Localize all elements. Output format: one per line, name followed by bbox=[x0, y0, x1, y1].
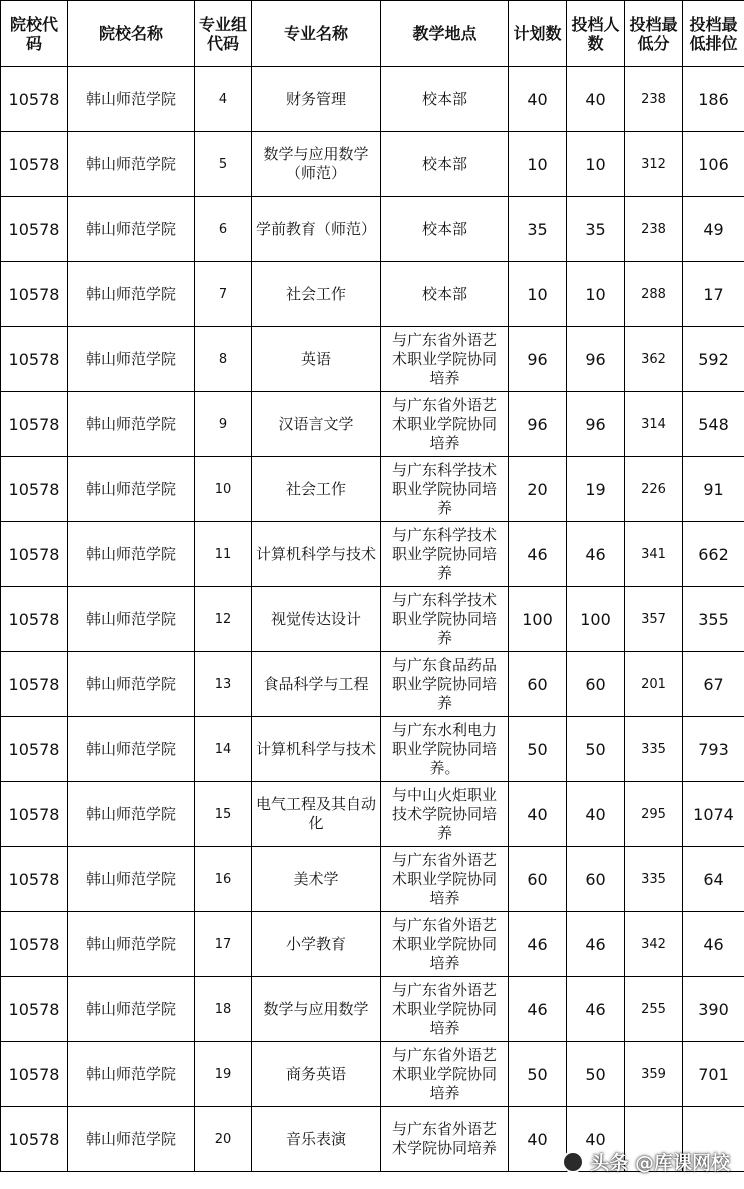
cell-school-name: 韩山师范学院 bbox=[68, 977, 195, 1042]
cell-group-code: 14 bbox=[195, 717, 252, 782]
cell-plan-count: 35 bbox=[509, 197, 567, 262]
cell-min-score: 359 bbox=[625, 1042, 683, 1107]
cell-major-name: 视觉传达设计 bbox=[252, 587, 381, 652]
cell-admitted-count: 100 bbox=[567, 587, 625, 652]
cell-teaching-location: 校本部 bbox=[381, 132, 509, 197]
cell-group-code: 10 bbox=[195, 457, 252, 522]
cell-group-code: 4 bbox=[195, 67, 252, 132]
cell-plan-count: 10 bbox=[509, 132, 567, 197]
cell-plan-count: 46 bbox=[509, 522, 567, 587]
cell-plan-count: 96 bbox=[509, 392, 567, 457]
cell-min-rank: 793 bbox=[683, 717, 744, 782]
cell-plan-count: 46 bbox=[509, 912, 567, 977]
cell-school-code: 10578 bbox=[1, 392, 68, 457]
header-min-score: 投档最低分 bbox=[625, 1, 683, 67]
cell-school-code: 10578 bbox=[1, 977, 68, 1042]
cell-major-name: 音乐表演 bbox=[252, 1107, 381, 1172]
cell-min-rank: 91 bbox=[683, 457, 744, 522]
cell-school-name: 韩山师范学院 bbox=[68, 327, 195, 392]
cell-school-code: 10578 bbox=[1, 912, 68, 977]
table-row bbox=[1, 392, 744, 457]
cell-school-name: 韩山师范学院 bbox=[68, 132, 195, 197]
cell-min-rank: 64 bbox=[683, 847, 744, 912]
cell-plan-count: 50 bbox=[509, 1042, 567, 1107]
cell-school-name: 韩山师范学院 bbox=[68, 652, 195, 717]
cell-admitted-count: 46 bbox=[567, 977, 625, 1042]
table-row bbox=[1, 262, 744, 327]
cell-teaching-location: 与广东科学技术职业学院协同培养 bbox=[381, 587, 509, 652]
cell-plan-count: 40 bbox=[509, 1107, 567, 1172]
cell-min-score: 342 bbox=[625, 912, 683, 977]
cell-major-name: 汉语言文学 bbox=[252, 392, 381, 457]
cell-admitted-count: 60 bbox=[567, 847, 625, 912]
cell-school-code: 10578 bbox=[1, 847, 68, 912]
header-teaching-location: 教学地点 bbox=[381, 1, 509, 67]
cell-min-score: 335 bbox=[625, 847, 683, 912]
cell-teaching-location: 与广东省外语艺术职业学院协同培养 bbox=[381, 977, 509, 1042]
cell-min-rank: 49 bbox=[683, 197, 744, 262]
cell-major-name: 小学教育 bbox=[252, 912, 381, 977]
cell-major-name: 商务英语 bbox=[252, 1042, 381, 1107]
cell-school-code: 10578 bbox=[1, 1042, 68, 1107]
cell-teaching-location: 与广东省外语艺术职业学院协同培养 bbox=[381, 392, 509, 457]
cell-major-name: 社会工作 bbox=[252, 262, 381, 327]
cell-group-code: 11 bbox=[195, 522, 252, 587]
cell-min-score: 314 bbox=[625, 392, 683, 457]
cell-min-rank: 67 bbox=[683, 652, 744, 717]
cell-min-score: 255 bbox=[625, 977, 683, 1042]
cell-teaching-location: 与广东省外语艺术职业学院协同培养 bbox=[381, 1042, 509, 1107]
table-row bbox=[1, 652, 744, 717]
cell-school-name: 韩山师范学院 bbox=[68, 67, 195, 132]
cell-school-name: 韩山师范学院 bbox=[68, 782, 195, 847]
cell-major-name: 美术学 bbox=[252, 847, 381, 912]
cell-teaching-location: 与广东水利电力职业学院协同培养。 bbox=[381, 717, 509, 782]
cell-teaching-location: 与广东省外语艺术职业学院协同培养 bbox=[381, 327, 509, 392]
cell-group-code: 9 bbox=[195, 392, 252, 457]
cell-min-rank: 46 bbox=[683, 912, 744, 977]
cell-group-code: 20 bbox=[195, 1107, 252, 1172]
cell-group-code: 5 bbox=[195, 132, 252, 197]
cell-min-rank: 186 bbox=[683, 67, 744, 132]
cell-min-rank: 548 bbox=[683, 392, 744, 457]
cell-teaching-location: 校本部 bbox=[381, 197, 509, 262]
cell-min-rank: 701 bbox=[683, 1042, 744, 1107]
cell-min-score: 288 bbox=[625, 262, 683, 327]
cell-major-name: 学前教育（师范） bbox=[252, 197, 381, 262]
table-row bbox=[1, 847, 744, 912]
header-min-rank: 投档最低排位 bbox=[683, 1, 744, 67]
table-header-row bbox=[1, 1, 744, 67]
cell-major-name: 计算机科学与技术 bbox=[252, 717, 381, 782]
cell-school-code: 10578 bbox=[1, 327, 68, 392]
cell-group-code: 17 bbox=[195, 912, 252, 977]
cell-school-code: 10578 bbox=[1, 197, 68, 262]
cell-min-score: 201 bbox=[625, 652, 683, 717]
table-row bbox=[1, 782, 744, 847]
cell-group-code: 12 bbox=[195, 587, 252, 652]
cell-min-score: 362 bbox=[625, 327, 683, 392]
cell-school-name: 韩山师范学院 bbox=[68, 392, 195, 457]
cell-school-name: 韩山师范学院 bbox=[68, 522, 195, 587]
cell-admitted-count: 19 bbox=[567, 457, 625, 522]
table-row bbox=[1, 587, 744, 652]
table-row bbox=[1, 132, 744, 197]
cell-major-name: 食品科学与工程 bbox=[252, 652, 381, 717]
cell-plan-count: 60 bbox=[509, 847, 567, 912]
cell-group-code: 18 bbox=[195, 977, 252, 1042]
cell-teaching-location: 校本部 bbox=[381, 262, 509, 327]
cell-min-rank: 390 bbox=[683, 977, 744, 1042]
cell-admitted-count: 40 bbox=[567, 67, 625, 132]
cell-group-code: 7 bbox=[195, 262, 252, 327]
cell-admitted-count: 50 bbox=[567, 1042, 625, 1107]
cell-plan-count: 96 bbox=[509, 327, 567, 392]
cell-min-rank: 106 bbox=[683, 132, 744, 197]
cell-plan-count: 10 bbox=[509, 262, 567, 327]
table-row bbox=[1, 977, 744, 1042]
cell-min-score: 341 bbox=[625, 522, 683, 587]
toutiao-icon bbox=[562, 1151, 584, 1173]
cell-min-rank: 662 bbox=[683, 522, 744, 587]
cell-admitted-count: 10 bbox=[567, 262, 625, 327]
table-row bbox=[1, 67, 744, 132]
header-admitted-count: 投档人数 bbox=[567, 1, 625, 67]
cell-min-score: 357 bbox=[625, 587, 683, 652]
cell-min-rank: 17 bbox=[683, 262, 744, 327]
cell-teaching-location: 与广东食品药品职业学院协同培养 bbox=[381, 652, 509, 717]
cell-group-code: 16 bbox=[195, 847, 252, 912]
cell-group-code: 15 bbox=[195, 782, 252, 847]
cell-school-name: 韩山师范学院 bbox=[68, 717, 195, 782]
cell-school-code: 10578 bbox=[1, 587, 68, 652]
cell-school-name: 韩山师范学院 bbox=[68, 847, 195, 912]
cell-plan-count: 100 bbox=[509, 587, 567, 652]
cell-group-code: 19 bbox=[195, 1042, 252, 1107]
cell-school-code: 10578 bbox=[1, 652, 68, 717]
cell-min-score: 238 bbox=[625, 197, 683, 262]
table-row bbox=[1, 327, 744, 392]
cell-school-code: 10578 bbox=[1, 67, 68, 132]
watermark bbox=[562, 1148, 730, 1175]
cell-major-name: 财务管理 bbox=[252, 67, 381, 132]
cell-school-name: 韩山师范学院 bbox=[68, 262, 195, 327]
cell-admitted-count: 46 bbox=[567, 522, 625, 587]
cell-school-code: 10578 bbox=[1, 1107, 68, 1172]
cell-admitted-count: 46 bbox=[567, 912, 625, 977]
cell-min-rank: 592 bbox=[683, 327, 744, 392]
cell-admitted-count: 40 bbox=[567, 782, 625, 847]
watermark-text: 头条 @库课网校 bbox=[590, 1152, 730, 1174]
header-group-code: 专业组代码 bbox=[195, 1, 252, 67]
cell-admitted-count: 96 bbox=[567, 327, 625, 392]
cell-plan-count: 46 bbox=[509, 977, 567, 1042]
cell-school-name: 韩山师范学院 bbox=[68, 912, 195, 977]
cell-teaching-location: 与广东省外语艺术学院协同培养 bbox=[381, 1107, 509, 1172]
cell-teaching-location: 校本部 bbox=[381, 67, 509, 132]
cell-major-name: 电气工程及其自动化 bbox=[252, 782, 381, 847]
cell-admitted-count: 60 bbox=[567, 652, 625, 717]
header-school-name: 院校名称 bbox=[68, 1, 195, 67]
cell-school-code: 10578 bbox=[1, 782, 68, 847]
cell-major-name: 数学与应用数学（师范） bbox=[252, 132, 381, 197]
cell-min-score: 335 bbox=[625, 717, 683, 782]
header-plan-count: 计划数 bbox=[509, 1, 567, 67]
cell-teaching-location: 与中山火炬职业技术学院协同培养 bbox=[381, 782, 509, 847]
cell-teaching-location: 与广东省外语艺术职业学院协同培养 bbox=[381, 912, 509, 977]
table-row bbox=[1, 1042, 744, 1107]
cell-plan-count: 40 bbox=[509, 67, 567, 132]
table-row bbox=[1, 912, 744, 977]
cell-school-code: 10578 bbox=[1, 262, 68, 327]
cell-plan-count: 60 bbox=[509, 652, 567, 717]
cell-school-name: 韩山师范学院 bbox=[68, 1107, 195, 1172]
cell-school-code: 10578 bbox=[1, 717, 68, 782]
cell-major-name: 数学与应用数学 bbox=[252, 977, 381, 1042]
cell-min-rank: 1074 bbox=[683, 782, 744, 847]
cell-teaching-location: 与广东省外语艺术职业学院协同培养 bbox=[381, 847, 509, 912]
cell-school-name: 韩山师范学院 bbox=[68, 587, 195, 652]
cell-school-code: 10578 bbox=[1, 522, 68, 587]
cell-admitted-count: 35 bbox=[567, 197, 625, 262]
cell-admitted-count: 50 bbox=[567, 717, 625, 782]
cell-school-name: 韩山师范学院 bbox=[68, 457, 195, 522]
header-major-name: 专业名称 bbox=[252, 1, 381, 67]
cell-group-code: 8 bbox=[195, 327, 252, 392]
cell-min-score: 238 bbox=[625, 67, 683, 132]
cell-school-name: 韩山师范学院 bbox=[68, 197, 195, 262]
table-row bbox=[1, 717, 744, 782]
cell-group-code: 13 bbox=[195, 652, 252, 717]
table-row bbox=[1, 457, 744, 522]
cell-major-name: 社会工作 bbox=[252, 457, 381, 522]
cell-school-code: 10578 bbox=[1, 132, 68, 197]
cell-group-code: 6 bbox=[195, 197, 252, 262]
cell-min-score: 226 bbox=[625, 457, 683, 522]
cell-min-score: 312 bbox=[625, 132, 683, 197]
cell-teaching-location: 与广东科学技术职业学院协同培养 bbox=[381, 522, 509, 587]
cell-plan-count: 50 bbox=[509, 717, 567, 782]
table-row bbox=[1, 197, 744, 262]
cell-major-name: 计算机科学与技术 bbox=[252, 522, 381, 587]
cell-admitted-count: 10 bbox=[567, 132, 625, 197]
cell-school-name: 韩山师范学院 bbox=[68, 1042, 195, 1107]
cell-plan-count: 20 bbox=[509, 457, 567, 522]
header-school-code: 院校代码 bbox=[1, 1, 68, 67]
cell-min-rank: 355 bbox=[683, 587, 744, 652]
cell-teaching-location: 与广东科学技术职业学院协同培养 bbox=[381, 457, 509, 522]
cell-admitted-count: 40 bbox=[567, 1107, 625, 1172]
cell-plan-count: 40 bbox=[509, 782, 567, 847]
cell-admitted-count: 96 bbox=[567, 392, 625, 457]
cell-major-name: 英语 bbox=[252, 327, 381, 392]
cell-min-score: 295 bbox=[625, 782, 683, 847]
cell-school-code: 10578 bbox=[1, 457, 68, 522]
table-row bbox=[1, 522, 744, 587]
